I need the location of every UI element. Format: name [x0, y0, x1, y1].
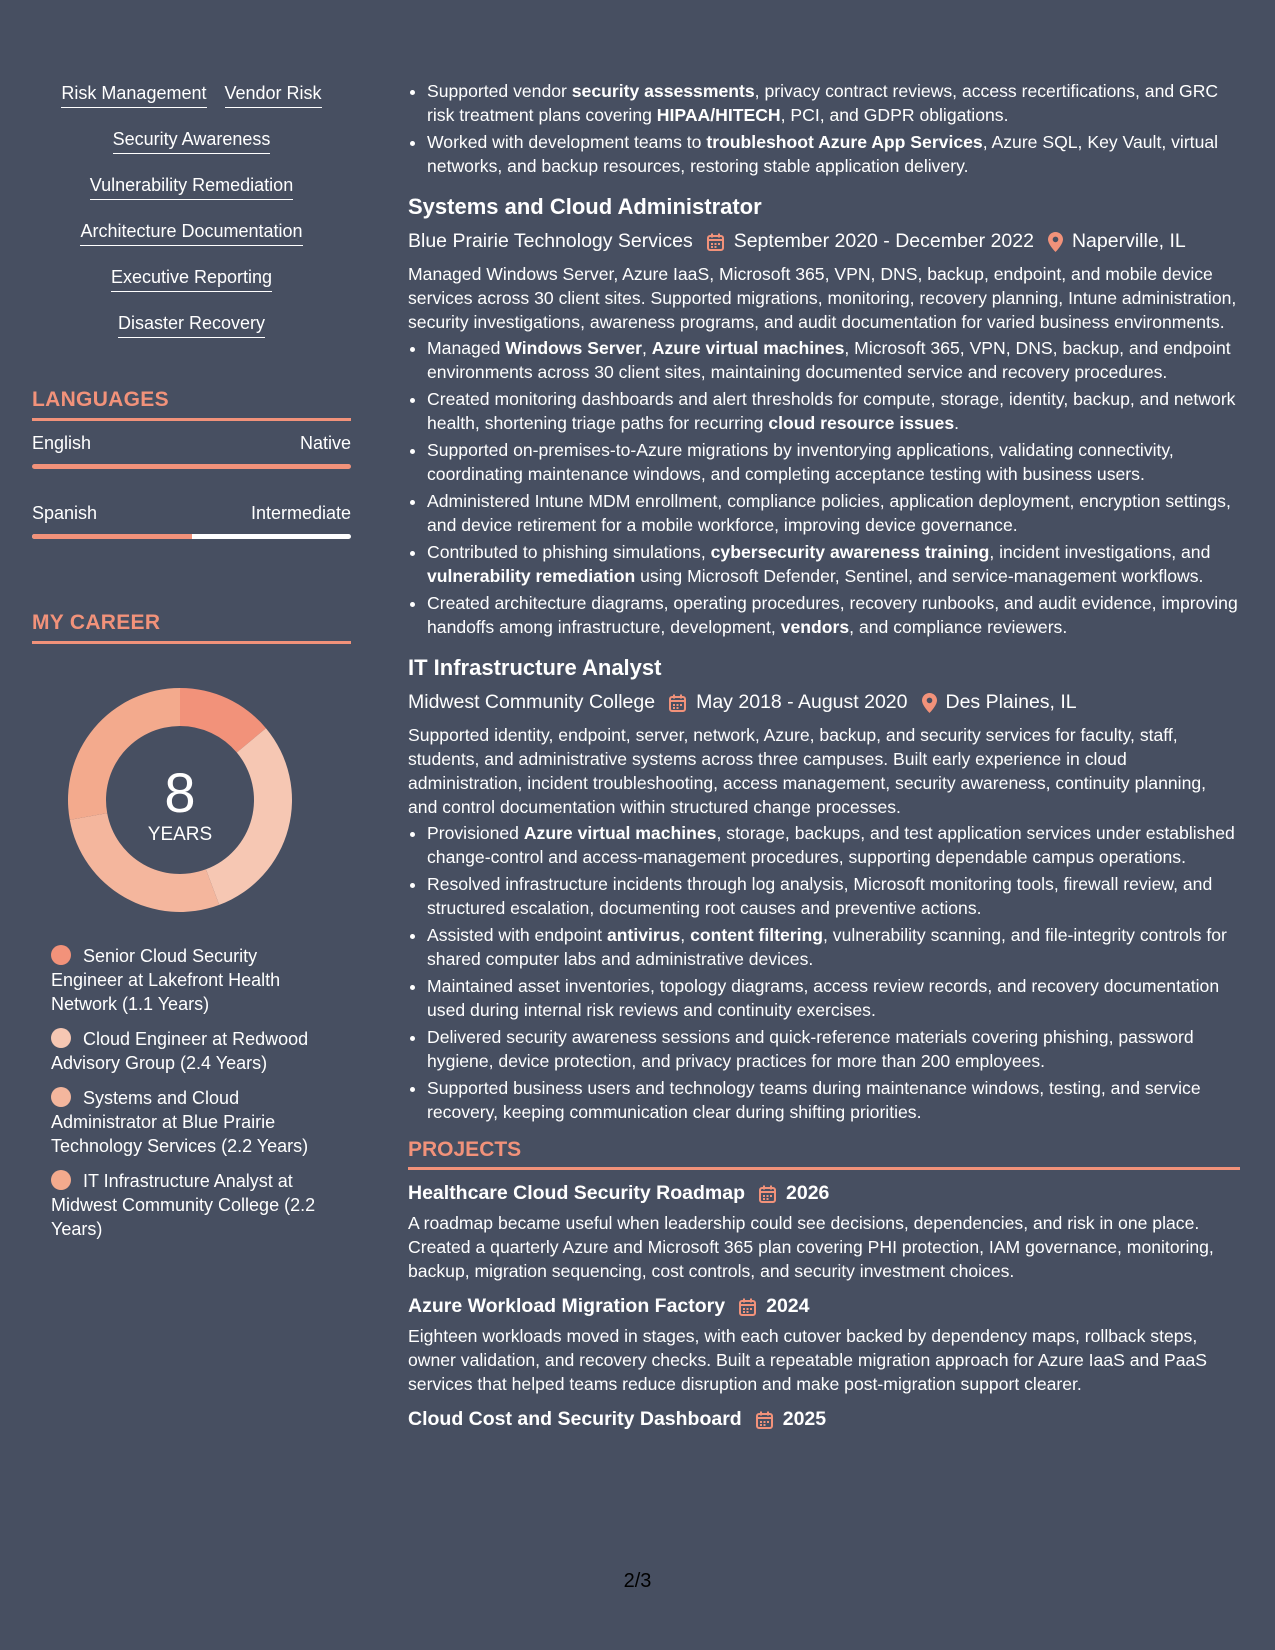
- calendar-icon: [707, 233, 724, 251]
- bold-keyword: Windows Server: [505, 338, 642, 358]
- job-location: [922, 689, 1077, 715]
- career-donut-chart: [66, 686, 294, 914]
- skill-tag[interactable]: Vulnerability Remediation: [90, 174, 293, 200]
- bold-keyword: cloud resource issues: [768, 413, 955, 433]
- project-entry: [408, 1406, 1240, 1432]
- skills-list: [32, 82, 351, 338]
- main-content: [408, 79, 1240, 1437]
- bullet-item: • Created architecture diagrams, operating procedures, recovery runbooks, and audit evidence, improving handoffs among infrastructure, development, vendors, and compliance reviewers.: [427, 591, 1240, 639]
- job-meta: [408, 228, 1240, 254]
- job-title: Systems and Cloud Administrator: [408, 194, 762, 219]
- bullet-item: • Supported on-premises-to-Azure migrations by inventorying applications, validating connectivity, coordinating maintenance windows, and completing acceptance testing with business users.: [427, 438, 1240, 486]
- job-meta: [408, 689, 1240, 715]
- language-level: Native: [299, 433, 351, 453]
- calendar-icon: [669, 694, 686, 712]
- experience-entry: [408, 654, 1240, 1124]
- project-title: [408, 1293, 1240, 1319]
- language-proficiency-fill: [32, 464, 351, 469]
- skill-tag[interactable]: Risk Management: [61, 82, 206, 108]
- bullet-item: • Supported business users and technology teams during maintenance windows, testing, and service recovery, keeping communication clear during shifting priorities.: [427, 1076, 1240, 1124]
- job-summary: Supported identity, endpoint, server, network, Azure, backup, and security services for faculty, staff, students, and administrative systems across three campuses. Built early experience in cloud administration, incident troubleshooting, access management, security awareness, continuity planning, and control documentation within structured change processes.: [408, 725, 1207, 817]
- calendar-icon: [756, 1411, 773, 1429]
- company-name: Blue Prairie Technology Services: [408, 230, 693, 252]
- project-description: Eighteen workloads moved in stages, with each cutover backed by dependency maps, rollback steps, owner validation, and recovery checks. Built a repeatable migration approach for Azure IaaS and PaaS services that helped teams reduce disruption and make post-migration support clearer.: [408, 1326, 1208, 1394]
- language-name: English: [32, 433, 92, 453]
- career-legend-item: [51, 944, 331, 1016]
- legend-dot: [51, 945, 71, 965]
- skill-tag[interactable]: Executive Reporting: [111, 266, 272, 292]
- language-row: [32, 433, 351, 469]
- experience-list: [408, 193, 1240, 1124]
- bold-keyword: antivirus: [606, 925, 681, 945]
- career-total-years: 8: [164, 761, 196, 824]
- bold-keyword: vendors: [780, 617, 850, 637]
- language-name: Spanish: [32, 503, 98, 523]
- language-proficiency-bar: [32, 534, 351, 539]
- language-line: [32, 503, 351, 524]
- project-entry: [408, 1180, 1240, 1283]
- calendar-icon: [759, 1185, 776, 1203]
- bold-keyword: content filtering: [690, 925, 824, 945]
- bullet-item: • Resolved infrastructure incidents through log analysis, Microsoft monitoring tools, firewall review, and structured escalation, documenting root causes and preventive actions.: [427, 872, 1240, 920]
- languages-heading: LANGUAGES: [32, 388, 351, 421]
- skill-tag[interactable]: Security Awareness: [113, 128, 271, 154]
- skill-tag[interactable]: Vendor Risk: [225, 82, 322, 108]
- experience-entry: [408, 193, 1240, 639]
- job-dates-text: May 2018 - August 2020: [696, 691, 908, 713]
- languages-list: [32, 433, 351, 539]
- bullet-item: • Worked with development teams to troubleshoot Azure App Services, Azure SQL, Key Vault, virtual networks, and backup resources, restoring stable application delivery.: [427, 130, 1240, 178]
- job-title: IT Infrastructure Analyst: [408, 655, 662, 680]
- project-title: [408, 1180, 1240, 1206]
- bullet-item: • Created monitoring dashboards and alert thresholds for compute, storage, identity, backup, and network health, shortening triage paths for recurring cloud resource issues.: [427, 387, 1240, 435]
- job-dates-text: September 2020 - December 2022: [733, 230, 1034, 252]
- projects-heading: PROJECTS: [408, 1138, 1240, 1170]
- continued-bullet-list: [408, 79, 1240, 178]
- company-name: Midwest Community College: [408, 691, 656, 713]
- bold-keyword: HIPAA/HITECH: [656, 105, 781, 125]
- calendar-icon: [739, 1298, 756, 1316]
- language-level: Intermediate: [250, 503, 351, 523]
- bullet-item: • Maintained asset inventories, topology diagrams, access review records, and recovery documentation used during internal risk reviews and continuity exercises.: [427, 974, 1240, 1022]
- bold-keyword: Azure virtual machines: [651, 338, 845, 358]
- legend-dot: [51, 1170, 71, 1190]
- job-bullets: [408, 336, 1240, 639]
- sidebar: [32, 82, 351, 1252]
- project-title: [408, 1406, 1240, 1432]
- job-summary: Managed Windows Server, Azure IaaS, Microsoft 365, VPN, DNS, backup, endpoint, and mobile device services across 30 client sites. Supported migrations, monitoring, recovery planning, Intune administration, security investigations, awareness programs, and audit documentation for varied business environments.: [408, 264, 1237, 332]
- career-years-label: YEARS: [147, 824, 213, 845]
- job-location-text: Des Plaines, IL: [945, 691, 1077, 713]
- skill-tag[interactable]: Disaster Recovery: [118, 312, 265, 338]
- project-entry: [408, 1293, 1240, 1396]
- career-section: [32, 611, 351, 1241]
- project-year: [739, 1293, 809, 1319]
- career-legend-text: Senior Cloud Security Engineer at Lakefront Health Network (1.1 Years): [51, 946, 281, 1014]
- job-location-text: Naperville, IL: [1071, 230, 1186, 252]
- skill-tag[interactable]: Architecture Documentation: [80, 220, 302, 246]
- career-heading: MY CAREER: [32, 611, 351, 644]
- job-dates: [669, 689, 907, 715]
- bullet-item: • Contributed to phishing simulations, cybersecurity awareness training, incident investigations, and vulnerability remediation using Microsoft Defender, Sentinel, and service-management workflows.: [427, 540, 1240, 588]
- project-year-text: 2025: [782, 1408, 827, 1430]
- career-legend-item: [51, 1027, 331, 1075]
- language-line: [32, 433, 351, 454]
- bullet-item: • Provisioned Azure virtual machines, storage, backups, and test application services under established change-control and access-management procedures, supporting dependable campus operations.: [427, 821, 1240, 869]
- career-legend-text: IT Infrastructure Analyst at Midwest Community College (2.2 Years): [51, 1171, 316, 1239]
- project-year: [756, 1406, 826, 1432]
- bold-keyword: Azure virtual machines: [523, 823, 717, 843]
- legend-dot: [51, 1028, 71, 1048]
- career-donut-svg: [66, 686, 294, 914]
- project-name: Healthcare Cloud Security Roadmap: [408, 1182, 746, 1204]
- language-row: [32, 503, 351, 539]
- projects-list: [408, 1180, 1240, 1432]
- bullet-item: • Supported vendor security assessments, privacy contract reviews, access recertifications, and GRC risk treatment plans covering HIPAA/HITECH, PCI, and GDPR obligations.: [427, 79, 1240, 127]
- career-donut-slice: [68, 688, 180, 820]
- project-year-text: 2024: [766, 1295, 810, 1317]
- project-name: Cloud Cost and Security Dashboard: [408, 1408, 742, 1430]
- job-dates: [707, 228, 1034, 254]
- career-legend-item: [51, 1086, 331, 1158]
- job-location: [1048, 228, 1186, 254]
- bullet-item: • Managed Windows Server, Azure virtual machines, Microsoft 365, VPN, DNS, backup, and endpoint environments across 30 client sites, maintaining documented service and recovery procedures.: [427, 336, 1240, 384]
- bullet-item: • Assisted with endpoint antivirus, content filtering, vulnerability scanning, and file-integrity controls for shared computer labs and administrative devices.: [427, 923, 1240, 971]
- project-year: [759, 1180, 829, 1206]
- career-legend-text: Cloud Engineer at Redwood Advisory Group (2.4 Years): [51, 1029, 309, 1073]
- map-pin-icon: [922, 693, 937, 713]
- map-pin-icon: [1048, 232, 1063, 252]
- language-proficiency-fill: [32, 534, 192, 539]
- bold-keyword: troubleshoot Azure App Services: [706, 132, 983, 152]
- career-legend-text: Systems and Cloud Administrator at Blue Prairie Technology Services (2.2 Years): [51, 1088, 309, 1156]
- bullet-item: • Administered Intune MDM enrollment, compliance policies, application deployment, encryption settings, and device retirement for a mobile workforce, improving device governance.: [427, 489, 1240, 537]
- languages-section: [32, 388, 351, 539]
- bold-keyword: security assessments: [571, 81, 755, 101]
- project-name: Azure Workload Migration Factory: [408, 1295, 726, 1317]
- bullet-item: • Delivered security awareness sessions and quick-reference materials covering phishing, password hygiene, device protection, and privacy practices for more than 200 employees.: [427, 1025, 1240, 1073]
- legend-dot: [51, 1087, 71, 1107]
- project-year-text: 2026: [786, 1182, 830, 1204]
- bold-keyword: cybersecurity awareness training: [710, 542, 990, 562]
- job-bullets: [408, 821, 1240, 1124]
- bold-keyword: vulnerability remediation: [427, 566, 636, 586]
- career-donut-slice: [206, 728, 292, 905]
- project-description: A roadmap became useful when leadership could see decisions, dependencies, and risk in one place. Created a quarterly Azure and Microsoft 365 plan covering PHI protection, IAM governance, monitoring, backup, migration sequencing, cost controls, and security investment choices.: [408, 1213, 1214, 1281]
- language-proficiency-bar: [32, 464, 351, 469]
- page-number: 2/3: [623, 1570, 652, 1592]
- career-legend: [51, 944, 331, 1241]
- career-legend-item: [51, 1169, 331, 1241]
